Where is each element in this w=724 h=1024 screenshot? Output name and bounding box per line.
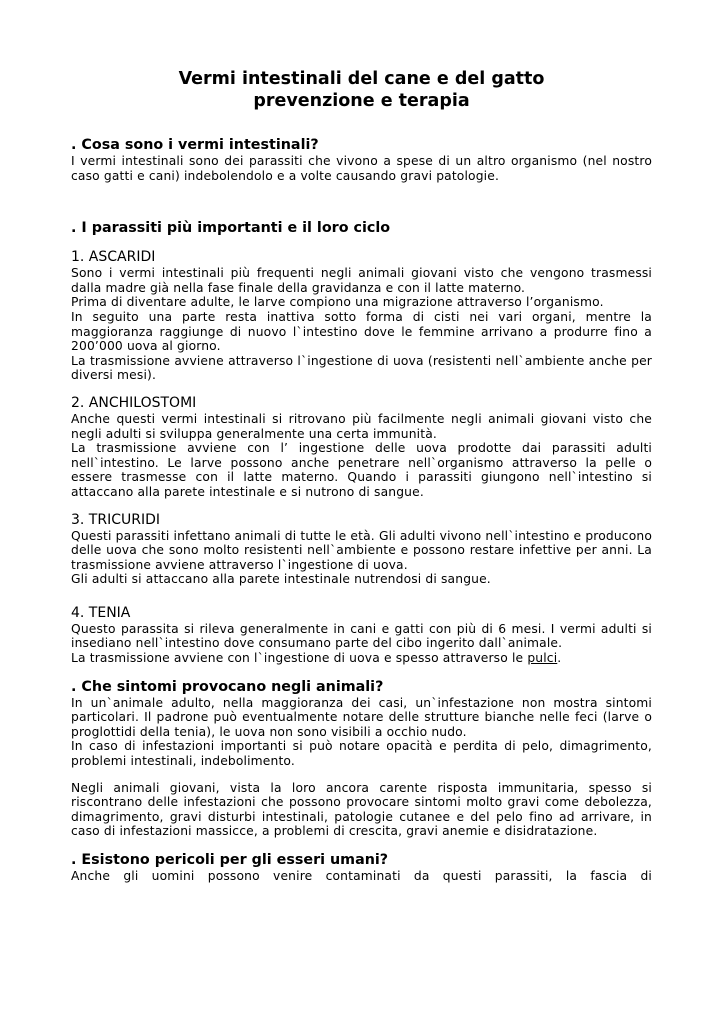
tenia-text-a: La trasmissione avviene con l`ingestione di uova e spesso attraverso le xyxy=(71,651,528,666)
paragraph-symptoms-1: In un`animale adulto, nella maggioranza dei casi, un`infestazione non mostra sintomi particolari. Il padrone può eventualmente notare delle strutture bianche nelle feci (larve o proglottidi della tenia), le uova non sono visibili a occhio nudo. xyxy=(71,695,652,739)
paragraph-tricuridi-1: Questi parassiti infettano animali di tutte le età. Gli adulti vivono nell`intestino e producono delle uova che sono molto resistenti nell`ambiente e possono restare infettive per anni. La trasmissione avviene attraverso l`ingestione di uova. xyxy=(71,528,652,572)
paragraph-ascaridi-4: La trasmissione avviene attraverso l`ingestione di uova (resistenti nell`ambiente anche per diversi mesi). xyxy=(71,353,652,383)
paragraph-symptoms-3: Negli animali giovani, vista la loro ancora carente risposta immunitaria, spesso si riscontrano delle infestazioni che possono provocare sintomi molto gravi come debolezza, dimagrimento, gravi disturbi intestinali, patologie cutanee e del pelo fino ad arrivare, in caso di infestazioni massicce, a problemi di crescita, gravi anemie e disidratazione. xyxy=(71,780,652,839)
spacer xyxy=(71,666,652,678)
title-line-1: Vermi intestinali del cane e del gatto xyxy=(178,69,545,89)
paragraph-anchilostomi-1: Anche questi vermi intestinali si ritrovano più facilmente negli animali giovani visto che negli adulti si sviluppa generalmente una certa immunità. xyxy=(71,411,652,441)
spacer xyxy=(71,839,652,851)
paragraph-tenia-2 xyxy=(71,651,652,666)
pulci-link[interactable]: pulci xyxy=(527,651,558,666)
tenia-text-b: . xyxy=(557,651,562,666)
paragraph-tenia-1: Questo parassita si rileva generalmente in cani e gatti con più di 6 mesi. I vermi adulti si insediano nell`intestino dove consumano parte del cibo ingerito dall`animale. xyxy=(71,621,652,651)
subsection-heading-ascaridi: 1. ASCARIDI xyxy=(71,249,156,266)
section-heading-what-are-worms: . Cosa sono i vermi intestinali? xyxy=(71,137,319,153)
paragraph-anchilostomi-2: La trasmissione avviene con l’ ingestione delle uova prodotte dai parassiti adulti nell`intestino. Le larve possono anche penetrare nell`organismo attraverso la pelle o essere trasmesse con il latte materno. Quando i parassiti giungono nell`intestino si attaccano alla parete intestinale e si nutrono di sangue. xyxy=(71,441,652,499)
title-line-2: prevenzione e terapia xyxy=(253,91,470,111)
subsection-heading-tenia: 4. TENIA xyxy=(71,604,131,621)
subsection-heading-tricuridi: 3. TRICURIDI xyxy=(71,511,161,528)
spacer xyxy=(71,237,652,249)
paragraph-ascaridi-2: Prima di diventare adulte, le larve compiono una migrazione attraverso l’organismo. xyxy=(71,295,604,310)
spacer xyxy=(71,769,652,781)
paragraph-ascaridi-1: Sono i vermi intestinali più frequenti negli animali giovani visto che vengono trasmessi dalla madre già nella fase finale della gravidanza e con il latte materno. xyxy=(71,266,652,295)
spacer xyxy=(71,587,652,605)
paragraph-human-danger: Anche gli uomini possono venire contaminati da questi parassiti, la fascia di xyxy=(71,869,652,883)
document-title xyxy=(71,68,652,112)
section-heading-parasites: . I parassiti più importanti e il loro ciclo xyxy=(71,220,391,237)
section-heading-human-danger: . Esistono pericoli per gli esseri umani? xyxy=(71,852,389,868)
spacer xyxy=(71,183,652,219)
subsection-heading-anchilostomi: 2. ANCHILOSTOMI xyxy=(71,394,197,411)
section-heading-symptoms: . Che sintomi provocano negli animali? xyxy=(71,678,384,695)
spacer xyxy=(71,383,652,395)
paragraph-what-are-worms: I vermi intestinali sono dei parassiti che vivono a spese di un altro organismo (nel nostro caso gatti e cani) indebolendolo e a volte causando gravi patologie. xyxy=(71,154,652,183)
paragraph-tricuridi-2: Gli adulti si attaccano alla parete intestinale nutrendosi di sangue. xyxy=(71,572,491,587)
paragraph-ascaridi-3: In seguito una parte resta inattiva sotto forma di cisti nei vari organi, mentre la maggioranza raggiunge di nuovo l`intestino dove le femmine arrivano a produrre fino a 200’000 uova al giorno. xyxy=(71,309,652,354)
spacer xyxy=(71,500,652,512)
paragraph-symptoms-2: In caso di infestazioni importanti si può notare opacità e perdita di pelo, dimagrimento, problemi intestinali, indebolimento. xyxy=(71,739,652,769)
